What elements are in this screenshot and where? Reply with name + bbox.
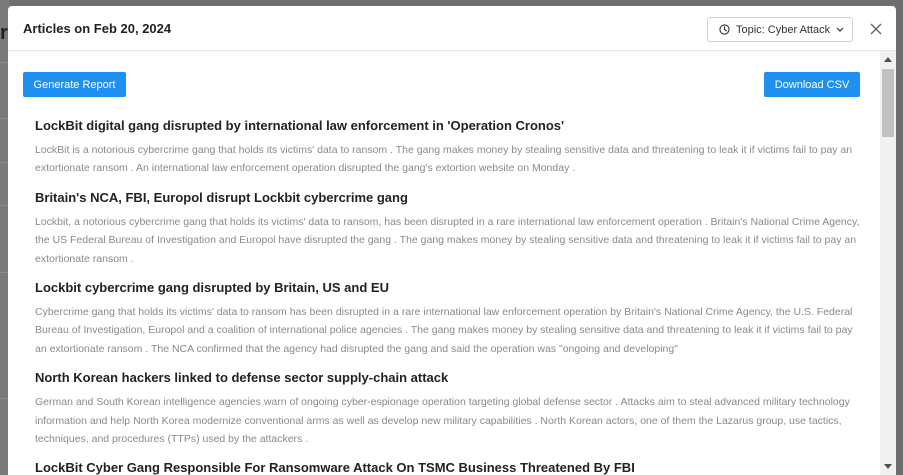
scroll-thumb[interactable] [882, 69, 894, 137]
article-title[interactable]: Lockbit cybercrime gang disrupted by Britain, US and EU [35, 280, 389, 296]
clock-icon [719, 24, 730, 35]
article-title[interactable]: LockBit Cyber Gang Responsible For Ransomware Attack On TSMC Business Threatened By FBI [35, 460, 635, 475]
article-title[interactable]: Britain's NCA, FBI, Europol disrupt Lockbit cybercrime gang [35, 189, 408, 205]
article-item [35, 117, 860, 178]
scroll-down-arrow-icon[interactable] [884, 464, 892, 469]
scroll-up-arrow-icon[interactable] [884, 57, 892, 62]
background-page-fragment: r [0, 22, 8, 44]
article-title[interactable]: North Korean hackers linked to defense sector supply-chain attack [35, 370, 449, 386]
vertical-scrollbar[interactable] [880, 51, 896, 475]
article-item [35, 369, 860, 448]
article-summary: Cybercrime gang that holds its victims' data to ransom has been disrupted in a rare international law enforcement operation by Britain's National Crime Agency, the U.S. Federal Bureau of Investigation, Europol and a coalition of international police agencies . The gang makes money by stealing sensitive data and threatening to leak it if victims fail to pay an extortionate ransom . The NCA confirmed that the agency had disrupted the gang and said the operation was "ongoing and developing" [35, 306, 853, 355]
article-title[interactable]: LockBit digital gang disrupted by international law enforcement in 'Operation Cronos' [35, 118, 565, 133]
article-item [35, 189, 860, 268]
modal-body [8, 51, 880, 475]
topic-filter-dropdown[interactable] [707, 17, 853, 42]
article-summary: LockBit is a notorious cybercrime gang that holds its victims' data to ransom . The gang makes money by stealing sensitive data and threatening to leak it if victims fail to pay an extortionate ransom . An international law enforcement operation disrupted the gang's extortion website on Monday . [35, 144, 853, 175]
article-summary: German and South Korean intelligence agencies warn of ongoing cyber-espionage operation targeting global defense sector . Attacks aim to steal advanced military technology information and help North Korea modernize conventional arms as well as develop new military capabilities . North Korean actors, one of them the Lazarus group, use tactics, techniques, and procedures (TTPs) used by the attackers . [35, 396, 850, 446]
article-list [35, 117, 860, 475]
articles-modal [8, 6, 896, 475]
chevron-down-icon [836, 27, 844, 33]
article-item [35, 279, 860, 358]
modal-header [8, 6, 896, 51]
article-item [35, 459, 860, 475]
close-icon [868, 21, 884, 37]
topic-filter-label: Topic: Cyber Attack [736, 23, 831, 36]
modal-title: Articles on Feb 20, 2024 [23, 21, 172, 36]
article-summary: Lockbit, a notorious cybercrime gang that holds its victims' data to ransom, has been disrupted in a rare international law enforcement operation . Britain's National Crime Agency, the US Federal Bureau of Investigation and Europol have disrupted the gang . The gang makes money by stealing sensitive data and threatening to leak it if victims fail to pay an extortionate ransom . [35, 215, 860, 265]
close-button[interactable] [868, 21, 884, 37]
download-csv-button[interactable]: Download CSV [764, 72, 860, 97]
generate-report-button[interactable]: Generate Report [23, 72, 126, 97]
